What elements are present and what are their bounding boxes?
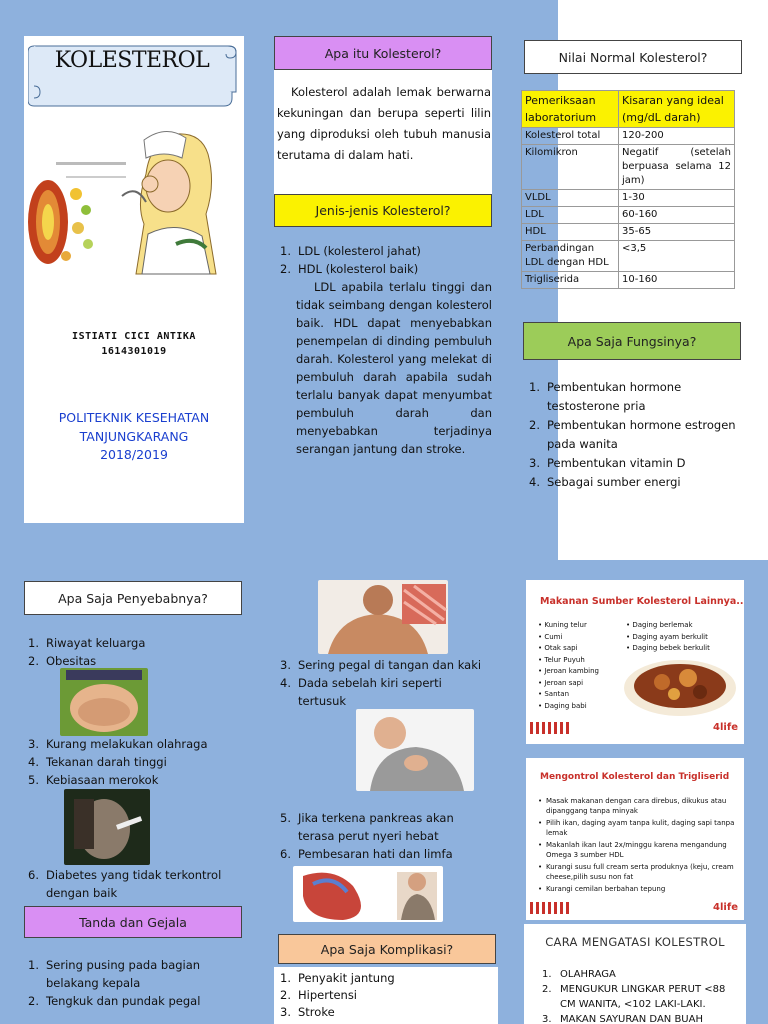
makanan-col1	[538, 620, 599, 712]
neck-pain-photo	[318, 580, 448, 654]
list-item: • Kurangi cemilan berbahan tepung	[538, 885, 666, 893]
penyebab-heading: Apa Saja Penyebabnya?	[24, 581, 242, 615]
slide-logo-left-icon	[530, 722, 570, 734]
list-item: 5. Kebiasaan merokok	[28, 773, 159, 787]
mengontrol-title: Mengontrol Kolesterol dan Trigliserid	[540, 772, 730, 782]
table-row: Perbandingan LDL dengan HDL <3,5	[522, 241, 735, 272]
komplikasi-heading: Apa Saja Komplikasi?	[278, 934, 496, 964]
makanan-slide	[526, 580, 744, 744]
komplikasi-list	[280, 970, 494, 1021]
mengatasi-heading: CARA MENGATASI KOLESTROL	[545, 935, 725, 949]
penyebab-list-c	[28, 866, 242, 902]
list-item: • Daging babi	[538, 701, 587, 710]
list-item: 2. Hipertensi	[280, 988, 358, 1002]
list-item: 3. Stroke	[280, 1005, 335, 1019]
list-item: • Telur Puyuh	[538, 655, 585, 664]
list-item: 2. Obesitas	[28, 654, 97, 668]
list-item: 1. Riwayat keluarga	[28, 636, 146, 650]
list-item: 3. Kurang melakukan olahraga	[28, 737, 208, 751]
jenis-list	[280, 242, 494, 278]
gejala-list-a	[280, 656, 492, 710]
table-row: Kilomikron Negatif (setelah berpuasa selama 12 jam)	[522, 145, 735, 190]
mengontrol-list	[538, 796, 738, 896]
table-header-cell: Kisaran yang ideal (mg/dL darah)	[619, 91, 735, 128]
list-item: 3. Sering pegal di tangan dan kaki	[280, 658, 482, 672]
list-item: • Pilih ikan, daging ayam tanpa kulit, daging sapi tanpa lemak	[538, 819, 735, 837]
author-id: 1614301019	[101, 346, 167, 357]
table-row: LDL 60-160	[522, 207, 735, 224]
list-item: • Daging berlemak	[626, 621, 693, 629]
list-item: 2. Pembentukan hormone estrogen pada wanita	[529, 418, 736, 451]
author-name: ISTIATI CICI ANTIKA	[72, 331, 196, 342]
table-row: Kolesterol total 120-200	[522, 128, 735, 145]
obesity-photo	[60, 668, 148, 736]
list-item: 5. Jika terkena pankreas akan terasa perut nyeri hebat	[280, 811, 454, 843]
tanda-heading: Tanda dan Gejala	[24, 906, 242, 938]
list-item: • Cumi	[538, 632, 563, 641]
jenis-heading: Jenis-jenis Kolesterol?	[274, 194, 492, 227]
makanan-title: Makanan Sumber Kolesterol Lainnya..	[540, 596, 744, 607]
chest-pain-photo	[356, 709, 474, 791]
list-item: • Jeroan sapi	[538, 678, 584, 687]
institution-line2: TANJUNGKARANG	[79, 428, 189, 444]
fungsi-list	[529, 378, 741, 492]
smoking-photo	[64, 789, 150, 865]
heart-complication-photo	[293, 866, 443, 922]
list-item: 4. Tekanan darah tinggi	[28, 755, 167, 769]
list-item: 2. MENGUKUR LINGKAR PERUT <88 CM WANITA, <102 LAKI-LAKI.	[542, 984, 726, 1010]
nurse-icon	[122, 131, 216, 274]
mengontrol-brand: 4life	[713, 902, 738, 913]
list-item: 3. Pembentukan vitamin D	[529, 456, 686, 470]
penyebab-list-a	[28, 634, 242, 670]
cover-title: KOLESTEROL	[54, 48, 210, 73]
table-header-cell: Pemeriksaan laboratorium	[522, 91, 619, 128]
table-header-row	[522, 91, 735, 128]
list-item: • Jeroan kambing	[538, 667, 599, 675]
cover-illustration	[26, 124, 218, 282]
table-row: HDL 35-65	[522, 224, 735, 241]
jenis-body: LDL apabila terlalu tinggi dan tidak seimbang dengan kolesterol baik. HDL dapat menyebabkan penempelan di dinding pembuluh darah. Kolesterol yang melekat di pembuluh darah apabila sudah terlalu banyak dapat menyumbat pembuluh darah dan menyebabkan terjadinya serangan jantung dan stroke.	[296, 280, 492, 456]
institution-line1: POLITEKNIK KESEHATAN	[58, 410, 210, 425]
list-item: 1. Penyakit jantung	[280, 971, 395, 985]
makanan-col2	[626, 620, 710, 655]
list-item: 1. Pembentukan hormone testosterone pria	[529, 380, 682, 413]
table-row: Trigliserida 10-160	[522, 272, 735, 289]
food-dish-photo	[622, 656, 738, 718]
list-item: • Kurangi susu full cream serta produknya (keju, cream cheese,pilih susu non fat	[538, 863, 734, 881]
list-item: • Daging bebek berkulit	[626, 644, 710, 652]
nilai-heading: Nilai Normal Kolesterol?	[524, 40, 742, 74]
mengatasi-list	[542, 967, 742, 1024]
list-item: • Otak sapi	[538, 644, 578, 652]
makanan-brand: 4life	[713, 722, 738, 733]
list-item: • Daging ayam berkulit	[626, 632, 708, 641]
gejala-list-b	[280, 809, 492, 863]
penyebab-list-b	[28, 735, 242, 789]
list-item: 2. HDL (kolesterol baik)	[280, 262, 419, 276]
tanda-list	[28, 956, 242, 1010]
list-item: 6. Pembesaran hati dan limfa	[280, 847, 453, 861]
apa-itu-body: Kolesterol adalah lemak berwarna kekuningan dan berupa seperti lilin yang diproduksi oleh tubuh manusia terutama di dalam hati.	[277, 85, 491, 162]
mengontrol-slide	[526, 758, 744, 920]
fungsi-heading: Apa Saja Fungsinya?	[523, 322, 741, 360]
list-item: 1. Sering pusing pada bagian belakang kepala	[28, 958, 201, 990]
list-item: 4. Sebagai sumber energi	[529, 475, 681, 489]
list-item: 4. Dada sebelah kiri seperti tertusuk	[280, 676, 442, 708]
artery-diagram-icon	[28, 162, 126, 264]
list-item: • Santan	[538, 690, 569, 698]
list-item: • Makanlah ikan laut 2x/minggu karena mengandung Omega 3 sumber HDL	[538, 841, 727, 859]
list-item: • Kuning telur	[538, 621, 587, 629]
list-item: 3. MAKAN SAYURAN DAN BUAH	[542, 1014, 703, 1024]
institution-year: 2018/2019	[100, 447, 168, 462]
list-item: • Masak makanan dengan cara direbus, dikukus atau dipanggang tanpa minyak	[538, 797, 727, 815]
list-item: 2. Tengkuk dan pundak pegal	[28, 994, 201, 1008]
institution-block	[24, 409, 244, 465]
list-item: 1. OLAHRAGA	[542, 969, 616, 980]
slide-logo-left-icon	[530, 902, 570, 914]
nilai-table	[521, 90, 735, 289]
list-item: 1. LDL (kolesterol jahat)	[280, 244, 421, 258]
apa-itu-heading: Apa itu Kolesterol?	[274, 36, 492, 70]
table-row: VLDL 1-30	[522, 190, 735, 207]
list-item: 6. Diabetes yang tidak terkontrol dengan baik	[28, 868, 222, 900]
